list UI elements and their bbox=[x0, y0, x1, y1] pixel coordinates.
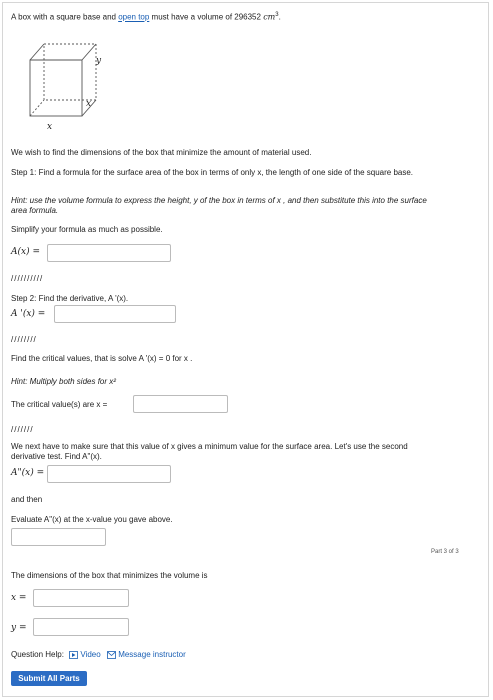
dim-x-input[interactable] bbox=[33, 589, 129, 607]
evaluate-text: Evaluate A"(x) at the x-value you gave above. bbox=[11, 515, 173, 524]
label-x-side: x bbox=[86, 99, 92, 109]
dim-y-label: y = bbox=[11, 623, 27, 633]
separator-3: /////// bbox=[11, 425, 34, 434]
a-prime-input[interactable] bbox=[54, 305, 176, 323]
envelope-icon bbox=[107, 651, 116, 659]
separator-2: //////// bbox=[11, 335, 37, 344]
simplify-text: Simplify your formula as much as possible. bbox=[11, 225, 163, 234]
question-help: Question Help: Video Message instructor bbox=[11, 650, 186, 659]
open-top-link[interactable]: open top bbox=[118, 12, 150, 22]
label-y: y bbox=[96, 56, 102, 66]
problem-statement: A box with a square base and open top must have a volume of 296352 $cm^3$. bbox=[11, 12, 281, 22]
evaluate-input[interactable] bbox=[11, 528, 106, 546]
separator-1: ////////// bbox=[11, 274, 44, 283]
box-diagram bbox=[22, 36, 112, 128]
step2-text: Step 2: Find the derivative, A '(x). bbox=[11, 294, 129, 303]
critical-input[interactable] bbox=[133, 395, 228, 413]
dimensions-text: The dimensions of the box that minimizes the volume is bbox=[11, 571, 208, 580]
video-icon bbox=[69, 651, 78, 659]
submit-all-parts-button[interactable]: Submit All Parts bbox=[11, 671, 87, 686]
a-of-x-label: A(x) = bbox=[11, 247, 40, 257]
a-double-prime-input[interactable] bbox=[47, 465, 171, 483]
message-instructor-link[interactable]: Message instructor bbox=[107, 650, 186, 659]
a-prime-label: A '(x) = bbox=[11, 309, 46, 319]
and-then-text: and then bbox=[11, 495, 43, 504]
part-indicator: Part 3 of 3 bbox=[431, 549, 459, 555]
dim-y-input[interactable] bbox=[33, 618, 129, 636]
step1-text: Step 1: Find a formula for the surface area of the box in terms of only x, the length of one side of the square base. bbox=[11, 168, 414, 177]
a-double-prime-label: A"(x) = bbox=[11, 468, 45, 478]
a-of-x-input[interactable] bbox=[47, 244, 171, 262]
label-x-bottom: x bbox=[47, 122, 53, 132]
dim-x-label: x = bbox=[11, 593, 27, 603]
second-derivative-text: We next have to make sure that this value of x gives a minimum value for the surface area. Let's use the second derivative test. Find A"(x). bbox=[11, 442, 408, 461]
task-text: We wish to find the dimensions of the box that minimize the amount of material used. bbox=[11, 148, 312, 157]
critical-text: Find the critical values, that is solve A '(x) = 0 for x . bbox=[11, 354, 193, 363]
critical-hint: Hint: Multiply both sides for x² bbox=[11, 377, 116, 386]
box-front-face bbox=[30, 60, 82, 116]
step1-hint: Hint: use the volume formula to express the height, y of the box in terms of x , and then substitute this into the surface area formula. bbox=[11, 196, 427, 215]
video-link[interactable]: Video bbox=[69, 650, 103, 659]
critical-label: The critical value(s) are x = bbox=[11, 400, 108, 409]
